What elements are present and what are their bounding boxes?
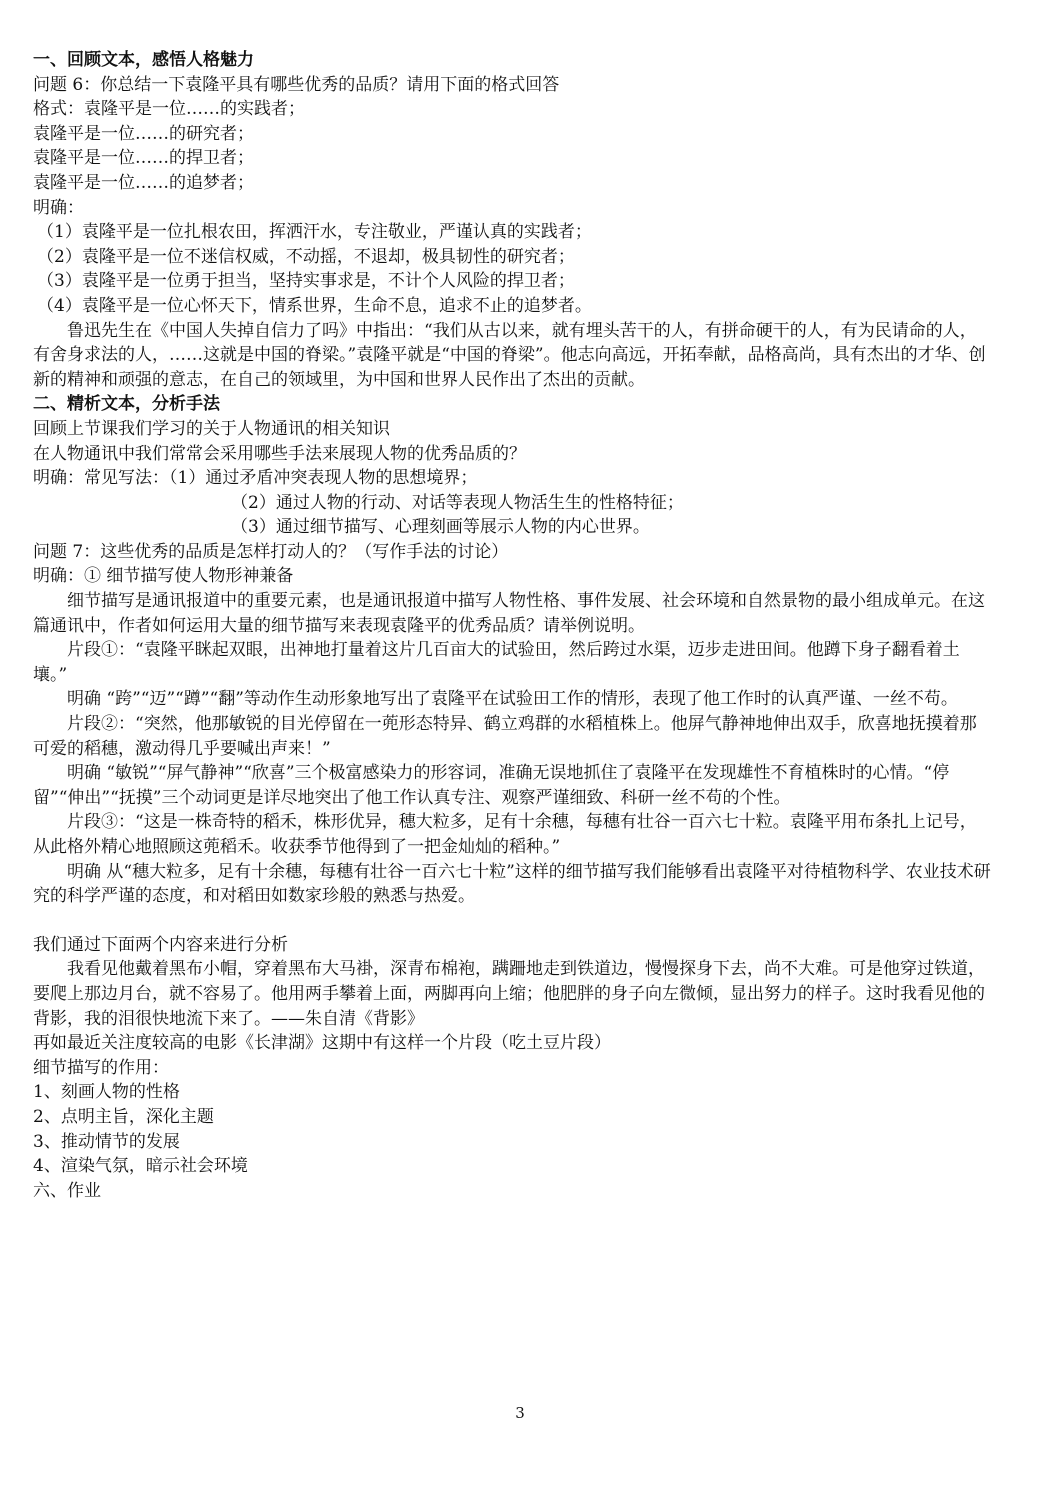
answer-7: 明确：① 细节描写使人物形神兼备 [33, 566, 294, 587]
movie-line: 再如最近关注度较高的电影《长津湖》这期中有这样一个片段（吃土豆片段） [33, 1033, 611, 1054]
methods-question: 在人物通讯中我们常常会采用哪些手法来展现人物的优秀品质的？ [33, 443, 526, 464]
function-item: 2、点明主旨，深化主题 [33, 1106, 214, 1127]
function-item: 4、渲染气氛，暗示社会环境 [33, 1156, 248, 1177]
function-item: 3、推动情节的发展 [33, 1131, 180, 1152]
section-heading-2: 二、精析文本，分析手法 [33, 394, 220, 415]
page-number: 3 [515, 1404, 525, 1422]
luxun-paragraph: 鲁迅先生在《中国人失掉自信力了吗》中指出：“我们从古以来，就有埋头苦干的人，有拼命硬干的人，有为民请命的人，有舍身求法的人，……这就是中国的脊梁。”袁隆平就是“中国的脊梁”。他志向高远，开拓奉献，品格高尚，具有杰出的才华、创新的精神和顽强的意志，在自己的领域里，为中国和世界人民作出了杰出的贡献。 [33, 320, 986, 390]
document-page [33, 48, 993, 1203]
methods-item: （2）通过人物的行动、对话等表现人物活生生的性格特征； [231, 492, 684, 513]
fragment-2: 片段②：“突然，他那敏锐的目光停留在一蔸形态特异、鹤立鸡群的水稻植株上。他屏气静神地伸出双手，欣喜地抚摸着那可爱的稻穗，激动得几乎要喊出声来！” [33, 714, 977, 759]
analysis-intro: 我们通过下面两个内容来进行分析 [33, 934, 288, 955]
analysis-2: 明确 “敏锐”“屏气静神”“欣喜”三个极富感染力的形容词，准确无误地抓住了袁隆平在发现雄性不育植株时的心情。“停留”“伸出”“抚摸”三个动词更是详尽地突出了他工作认真专注、观察严谨细致、科研一丝不苟的个性。 [33, 763, 950, 808]
functions-title: 细节描写的作用： [33, 1057, 169, 1078]
methods-item: （3）通过细节描写、心理刻画等展示人物的内心世界。 [231, 517, 650, 538]
format-line: 袁隆平是一位……的追梦者； [33, 172, 254, 193]
answer-item: （1）袁隆平是一位扎根农田，挥洒汗水，专注敬业，严谨认真的实践者； [37, 222, 592, 243]
homework-heading: 六、作业 [33, 1180, 101, 1201]
section-heading-1: 一、回顾文本，感悟人格魅力 [33, 50, 254, 70]
answer-item: （2）袁隆平是一位不迷信权威，不动摇，不退却，极具韧性的研究者； [37, 246, 575, 267]
format-line: 袁隆平是一位……的研究者； [33, 123, 254, 144]
analysis-3: 明确 从“穗大粒多，足有十余穗，每穗有壮谷一百六七十粒”这样的细节描写我们能够看出袁隆平对待植物科学、农业技术研究的科学严谨的态度，和对稻田如数家珍般的熟悉与热爱。 [33, 861, 991, 907]
detail-intro-paragraph: 细节描写是通讯报道中的重要元素，也是通讯报道中描写人物性格、事件发展、社会环境和自然景物的最小组成单元。在这篇通讯中，作者如何运用大量的细节描写来表现袁隆平的优秀品质？请举例说明。 [33, 591, 985, 636]
beiying-quote: 我看见他戴着黑布小帽，穿着黑布大马褂，深青布棉袍，蹒跚地走到铁道边，慢慢探身下去，尚不大难。可是他穿过铁道，要爬上那边月台，就不容易了。他用两手攀着上面，两脚再向上缩；他肥胖的身子向左微倾，显出努力的样子。这时我看见他的背影，我的泪很快地流下来了。——朱自清《背影》 [33, 959, 985, 1029]
format-line: 格式：袁隆平是一位……的实践者； [33, 99, 305, 120]
review-line: 回顾上节课我们学习的关于人物通讯的相关知识 [33, 418, 390, 439]
answer-item: （4）袁隆平是一位心怀天下，情系世界，生命不息，追求不止的追梦者。 [37, 295, 592, 316]
answer-label: 明确： [33, 197, 84, 218]
answer-item: （3）袁隆平是一位勇于担当，坚持实事求是，不计个人风险的捍卫者； [37, 271, 575, 292]
methods-item: 明确：常见写法：（1）通过矛盾冲突表现人物的思想境界； [33, 468, 478, 489]
question-7: 问题 7：这些优秀的品质是怎样打动人的？（写作手法的讨论） [33, 541, 509, 562]
fragment-3: 片段③：“这是一株奇特的稻禾，株形优异，穗大粒多，足有十余穗，每穗有壮谷一百六七十粒。袁隆平用布条扎上记号，从此格外精心地照顾这蔸稻禾。收获季节他得到了一把金灿灿的稻种。” [33, 812, 977, 857]
fragment-1: 片段①：“袁隆平眯起双眼，出神地打量着这片几百亩大的试验田，然后跨过水渠，迈步走进田间。他蹲下身子翻看着土壤。” [33, 640, 960, 685]
spacer [33, 909, 993, 933]
format-line: 袁隆平是一位……的捍卫者； [33, 148, 254, 169]
question-6: 问题 6：你总结一下袁隆平具有哪些优秀的品质？请用下面的格式回答 [33, 74, 560, 95]
analysis-1: 明确 “跨”“迈”“蹲”“翻”等动作生动形象地写出了袁隆平在试验田工作的情形，表现了他工作时的认真严谨、一丝不苟。 [67, 689, 958, 710]
function-item: 1、刻画人物的性格 [33, 1082, 180, 1103]
